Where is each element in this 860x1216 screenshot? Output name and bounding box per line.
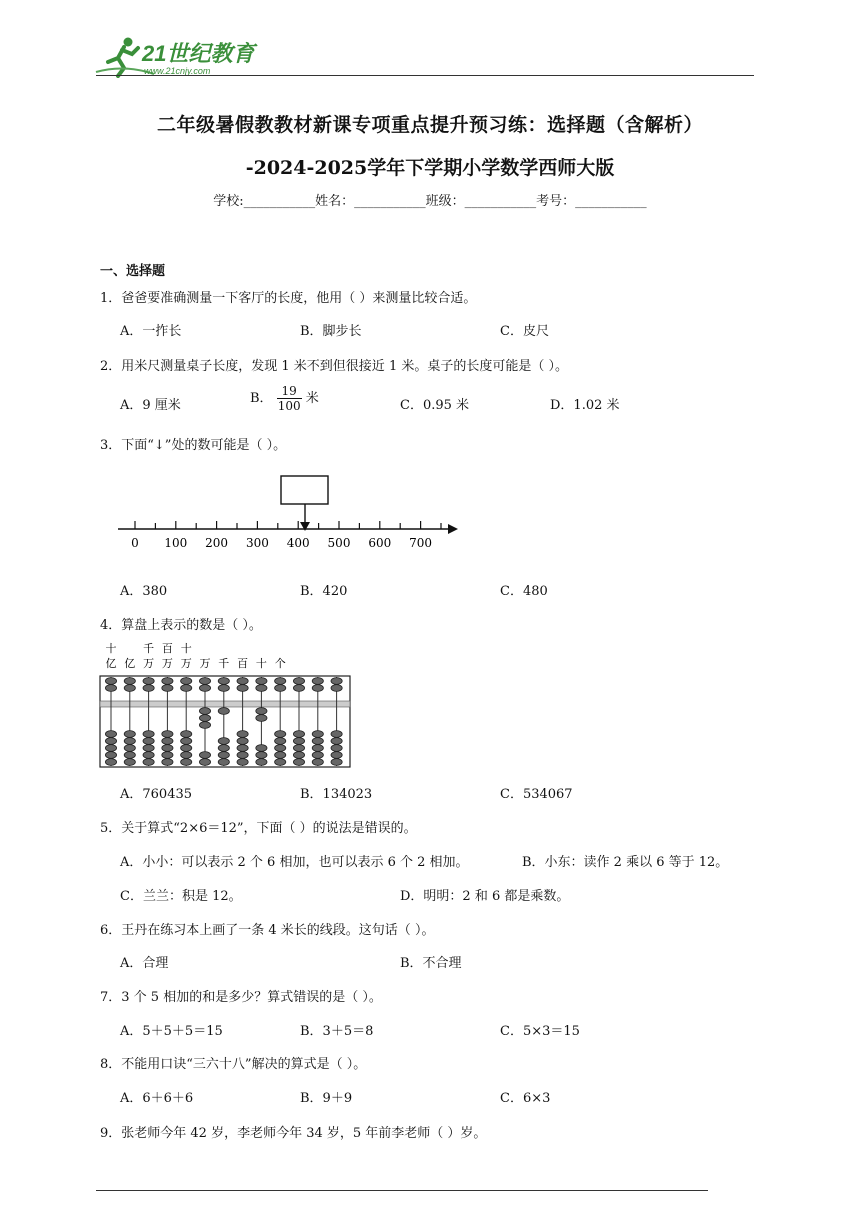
abacus-label-bottom: 亿 bbox=[105, 657, 117, 670]
abacus-label-bottom: 十 bbox=[255, 657, 267, 670]
abacus-bead bbox=[237, 678, 248, 685]
abacus-bead bbox=[218, 759, 229, 766]
abacus-bead bbox=[275, 685, 286, 692]
abacus-bead bbox=[181, 759, 192, 766]
abacus-bead bbox=[237, 731, 248, 738]
fraction-numerator: 19 bbox=[277, 384, 302, 399]
abacus-bead bbox=[312, 745, 323, 752]
abacus-bead bbox=[237, 745, 248, 752]
tick-label: 700 bbox=[409, 536, 433, 550]
abacus-bead bbox=[237, 752, 248, 759]
abacus-bead bbox=[256, 685, 267, 692]
title-line-1: 二年级暑假教教材新课专项重点提升预习练：选择题（含解析） bbox=[156, 114, 703, 136]
abacus-bead bbox=[105, 731, 116, 738]
q3-option-a[interactable]: A．380 bbox=[120, 584, 168, 599]
question-3: 3．下面“↓”处的数可能是（ ）。 bbox=[100, 438, 287, 453]
abacus-bead bbox=[199, 715, 210, 722]
abacus-bead bbox=[312, 678, 323, 685]
logo-21cnjy bbox=[94, 34, 264, 78]
abacus-bead bbox=[143, 738, 154, 745]
abacus-bead bbox=[162, 752, 173, 759]
abacus-bead bbox=[105, 745, 116, 752]
axis-arrowhead bbox=[448, 524, 458, 534]
q8-option-c[interactable]: C．6×3 bbox=[500, 1091, 551, 1106]
section-heading: 一、选择题 bbox=[100, 264, 166, 279]
abacus-bead bbox=[256, 752, 267, 759]
abacus-bead bbox=[162, 745, 173, 752]
abacus-bead bbox=[256, 678, 267, 685]
student-info-line: 学校:___________姓名：___________班级：___________考号：___________ bbox=[213, 194, 647, 209]
abacus-label-top: 十 bbox=[105, 642, 117, 655]
abacus-rods bbox=[105, 677, 342, 766]
abacus-bead bbox=[124, 745, 135, 752]
abacus-bead bbox=[162, 678, 173, 685]
abacus-bead bbox=[181, 745, 192, 752]
abacus-bead bbox=[312, 738, 323, 745]
q4-option-a[interactable]: A．760435 bbox=[120, 787, 193, 802]
q6-option-a[interactable]: A．合理 bbox=[120, 956, 169, 971]
abacus-bead bbox=[312, 685, 323, 692]
abacus-bead bbox=[199, 678, 210, 685]
abacus-bead bbox=[218, 685, 229, 692]
number-line bbox=[110, 470, 470, 560]
abacus-bead bbox=[199, 752, 210, 759]
abacus-bead bbox=[331, 759, 342, 766]
abacus bbox=[98, 640, 354, 772]
tick-label: 600 bbox=[368, 536, 392, 550]
q3-option-b[interactable]: B．420 bbox=[300, 584, 348, 599]
abacus-bead bbox=[275, 731, 286, 738]
abacus-label-bottom: 万 bbox=[143, 657, 155, 670]
abacus-bead bbox=[312, 759, 323, 766]
abacus-bead bbox=[162, 759, 173, 766]
q3-option-c[interactable]: C．480 bbox=[500, 584, 548, 599]
q2-option-b-unit: 米 bbox=[305, 391, 319, 406]
abacus-bead bbox=[293, 752, 304, 759]
fraction bbox=[277, 384, 302, 413]
abacus-bead bbox=[312, 752, 323, 759]
abacus-bead bbox=[143, 745, 154, 752]
abacus-bead bbox=[331, 731, 342, 738]
answer-box bbox=[281, 476, 328, 504]
abacus-bead bbox=[331, 678, 342, 685]
question-2: 2．用米尺测量桌子长度，发现 1 米不到但很接近 1 米。桌子的长度可能是（ ）。 bbox=[100, 359, 568, 374]
abacus-label-bottom: 个 bbox=[274, 657, 286, 670]
q2-option-d[interactable]: D．1.02 米 bbox=[550, 398, 620, 413]
q1-option-b[interactable]: B．脚步长 bbox=[300, 324, 362, 339]
question-7: 7．3 个 5 相加的和是多少？算式错误的是（ ）。 bbox=[100, 990, 382, 1005]
q5-option-c[interactable]: C．兰兰：积是 12。 bbox=[120, 889, 242, 904]
tick-group bbox=[131, 521, 441, 550]
tick-label: 0 bbox=[131, 536, 139, 550]
abacus-bead bbox=[124, 759, 135, 766]
abacus-bead bbox=[237, 759, 248, 766]
abacus-bead bbox=[124, 731, 135, 738]
abacus-bead bbox=[331, 752, 342, 759]
header-rule bbox=[96, 75, 754, 76]
abacus-bead bbox=[124, 738, 135, 745]
q5-option-a[interactable]: A．小小：可以表示 2 个 6 相加，也可以表示 6 个 2 相加。 bbox=[120, 855, 469, 870]
abacus-bead bbox=[275, 738, 286, 745]
abacus-bead bbox=[199, 759, 210, 766]
question-6: 6．王丹在练习本上画了一条 4 米长的线段。这句话（ ）。 bbox=[100, 923, 435, 938]
abacus-bead bbox=[275, 745, 286, 752]
abacus-label-bottom: 万 bbox=[161, 657, 173, 670]
abacus-bead bbox=[293, 685, 304, 692]
q2-option-b-prefix: B． bbox=[250, 391, 273, 406]
question-9: 9．张老师今年 42 岁，李老师今年 34 岁，5 年前李老师（ ）岁。 bbox=[100, 1126, 487, 1141]
abacus-bead bbox=[331, 745, 342, 752]
abacus-bead bbox=[124, 678, 135, 685]
abacus-bead bbox=[162, 738, 173, 745]
abacus-bead bbox=[331, 738, 342, 745]
q1-option-a[interactable]: A．一拃长 bbox=[120, 324, 182, 339]
abacus-bead bbox=[124, 685, 135, 692]
abacus-bead bbox=[143, 759, 154, 766]
question-5: 5．关于算式“2×6＝12”，下面（ ）的说法是错误的。 bbox=[100, 821, 417, 836]
abacus-bead bbox=[256, 708, 267, 715]
abacus-bead bbox=[143, 685, 154, 692]
abacus-bead bbox=[162, 685, 173, 692]
abacus-label-bottom: 亿 bbox=[124, 657, 136, 670]
abacus-bead bbox=[181, 752, 192, 759]
abacus-bead bbox=[105, 678, 116, 685]
abacus-bead bbox=[181, 678, 192, 685]
abacus-label-bottom: 百 bbox=[237, 657, 249, 670]
q2-option-a[interactable]: A．9 厘米 bbox=[120, 398, 181, 413]
abacus-label-bottom: 万 bbox=[199, 657, 211, 670]
q5-option-b[interactable]: B．小东：读作 2 乘以 6 等于 12。 bbox=[522, 855, 729, 870]
abacus-bead bbox=[181, 738, 192, 745]
q2-option-c[interactable]: C．0.95 米 bbox=[400, 398, 470, 413]
abacus-bead bbox=[105, 685, 116, 692]
abacus-label-top: 十 bbox=[180, 642, 192, 655]
logo-text: 21世纪教育 bbox=[142, 41, 255, 66]
abacus-bead bbox=[275, 752, 286, 759]
q8-option-b[interactable]: B．9＋9 bbox=[300, 1091, 353, 1106]
q5-option-d[interactable]: D．明明：2 和 6 都是乘数。 bbox=[400, 889, 570, 904]
question-1: 1．爸爸要准确测量一下客厅的长度，他用（ ）来测量比较合适。 bbox=[100, 291, 477, 306]
abacus-label-bottom: 万 bbox=[180, 657, 192, 670]
abacus-bead bbox=[237, 685, 248, 692]
abacus-bead bbox=[312, 731, 323, 738]
question-8: 8．不能用口诀“三六十八”解决的算式是（ ）。 bbox=[100, 1057, 367, 1072]
abacus-bead bbox=[199, 708, 210, 715]
q8-option-a[interactable]: A．6＋6＋6 bbox=[120, 1091, 194, 1106]
tick-label: 300 bbox=[245, 536, 269, 550]
q4-option-c[interactable]: C．534067 bbox=[500, 787, 573, 802]
q7-option-a[interactable]: A．5＋5＋5＝15 bbox=[120, 1024, 223, 1039]
abacus-bead bbox=[218, 745, 229, 752]
abacus-bead bbox=[275, 678, 286, 685]
abacus-bead bbox=[218, 678, 229, 685]
title-line-2: -2024-2025学年下学期小学数学西师大版 bbox=[245, 157, 615, 179]
abacus-bead bbox=[293, 745, 304, 752]
abacus-bead bbox=[256, 759, 267, 766]
abacus-bead bbox=[256, 745, 267, 752]
q7-option-c[interactable]: C．5×3＝15 bbox=[500, 1024, 580, 1039]
abacus-bead bbox=[143, 678, 154, 685]
logo-url: www.21cnjy.com bbox=[144, 66, 211, 76]
abacus-bead bbox=[199, 685, 210, 692]
abacus-beam bbox=[100, 701, 350, 707]
q2-option-b[interactable] bbox=[250, 384, 319, 413]
abacus-bead bbox=[143, 752, 154, 759]
footer-rule bbox=[96, 1190, 708, 1191]
abacus-bead bbox=[181, 731, 192, 738]
fraction-denominator: 100 bbox=[277, 399, 301, 413]
abacus-bead bbox=[331, 685, 342, 692]
abacus-bead bbox=[293, 738, 304, 745]
abacus-bead bbox=[105, 738, 116, 745]
abacus-label-top: 千 bbox=[143, 642, 155, 655]
q1-option-c[interactable]: C．皮尺 bbox=[500, 324, 549, 339]
abacus-label-top: 百 bbox=[161, 642, 173, 655]
q4-option-b[interactable]: B．134023 bbox=[300, 787, 373, 802]
abacus-bead bbox=[143, 731, 154, 738]
abacus-bead bbox=[105, 752, 116, 759]
abacus-bead bbox=[162, 731, 173, 738]
abacus-bead bbox=[105, 759, 116, 766]
abacus-bead bbox=[218, 752, 229, 759]
q6-option-b[interactable]: B．不合理 bbox=[400, 956, 462, 971]
abacus-bead bbox=[237, 738, 248, 745]
abacus-bead bbox=[199, 722, 210, 729]
question-4: 4．算盘上表示的数是（ ）。 bbox=[100, 618, 262, 633]
tick-label: 400 bbox=[286, 536, 310, 550]
abacus-bead bbox=[293, 731, 304, 738]
abacus-bead bbox=[256, 715, 267, 722]
abacus-bead bbox=[293, 678, 304, 685]
abacus-label-bottom: 千 bbox=[218, 657, 230, 670]
abacus-bead bbox=[218, 738, 229, 745]
abacus-bead bbox=[293, 759, 304, 766]
abacus-bead bbox=[124, 752, 135, 759]
tick-label: 500 bbox=[327, 536, 351, 550]
abacus-bead bbox=[218, 708, 229, 715]
tick-label: 100 bbox=[164, 536, 188, 550]
abacus-bead bbox=[275, 759, 286, 766]
q7-option-b[interactable]: B．3＋5＝8 bbox=[300, 1024, 374, 1039]
abacus-bead bbox=[181, 685, 192, 692]
tick-label: 200 bbox=[205, 536, 229, 550]
abacus-labels bbox=[106, 641, 286, 670]
